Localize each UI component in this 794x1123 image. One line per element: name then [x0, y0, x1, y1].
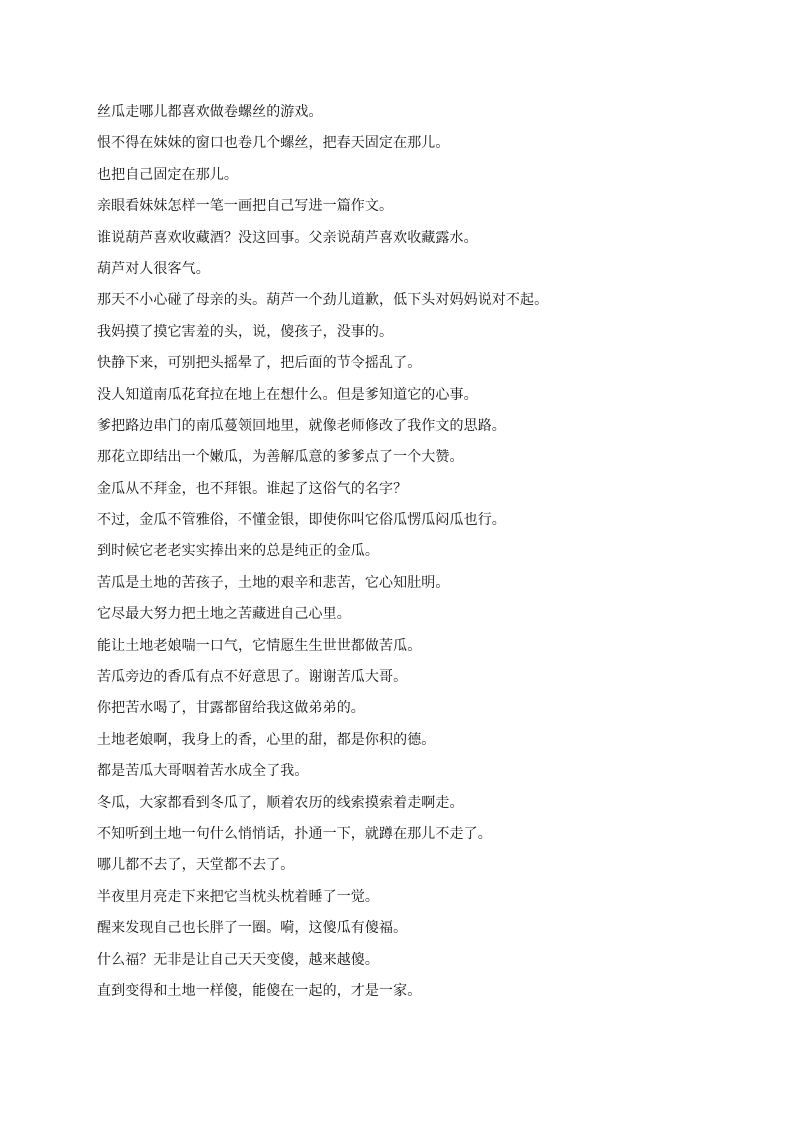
text-line: 那天不小心碰了母亲的头。葫芦一个劲儿道歉，低下头对妈妈说对不起。: [97, 292, 549, 309]
text-line: 葫芦对人很客气。: [97, 260, 210, 277]
text-line: 土地老娘啊，我身上的香，心里的甜，都是你积的德。: [97, 731, 436, 748]
text-line: 苦瓜是土地的苦孩子，土地的艰辛和悲苦，它心知肚明。: [97, 574, 450, 591]
text-line: 醒来发现自己也长胖了一圈。嗬，这傻瓜有傻福。: [97, 920, 408, 937]
text-line: 那花立即结出一个嫩瓜，为善解瓜意的爹爹点了一个大赞。: [97, 449, 464, 466]
text-line: 冬瓜，大家都看到冬瓜了，顺着农历的线索摸索着走啊走。: [97, 794, 464, 811]
text-line: 谁说葫芦喜欢收藏酒？没这回事。父亲说葫芦喜欢收藏露水。: [97, 229, 478, 246]
text-line: 不知听到土地一句什么悄悄话，扑通一下，就蹲在那儿不走了。: [97, 825, 492, 842]
text-line: 亲眼看妹妹怎样一笔一画把自己写进一篇作文。: [97, 198, 394, 215]
text-line: 到时候它老老实实捧出来的总是纯正的金瓜。: [97, 543, 379, 560]
text-line: 快静下来，可别把头摇晕了，把后面的节令摇乱了。: [97, 355, 422, 372]
text-line: 半夜里月亮走下来把它当枕头枕着睡了一觉。: [97, 888, 379, 905]
text-line: 我妈摸了摸它害羞的头，说，傻孩子，没事的。: [97, 323, 394, 340]
text-line: 它尽最大努力把土地之苦藏进自己心里。: [97, 606, 351, 623]
text-line: 也把自己固定在那儿。: [97, 166, 238, 183]
text-line: 不过，金瓜不管雅俗，不懂金银，即使你叫它俗瓜愣瓜闷瓜也行。: [97, 512, 506, 529]
text-line: 金瓜从不拜金，也不拜银。谁起了这俗气的名字？: [97, 480, 408, 497]
text-line: 哪儿都不去了，天堂都不去了。: [97, 857, 295, 874]
text-line: 你把苦水喝了，甘露都留给我这做弟弟的。: [97, 700, 365, 717]
text-line: 能让土地老娘喘一口气，它情愿生生世世都做苦瓜。: [97, 637, 422, 654]
text-line: 丝瓜走哪儿都喜欢做卷螺丝的游戏。: [97, 104, 323, 120]
text-line: 爹把路边串门的南瓜蔓领回地里，就像老师修改了我作文的思路。: [97, 417, 506, 434]
text-line: 恨不得在妹妹的窗口也卷几个螺丝，把春天固定在那儿。: [97, 135, 450, 152]
text-line: 都是苦瓜大哥咽着苦水成全了我。: [97, 763, 309, 780]
text-line: 没人知道南瓜花耷拉在地上在想什么。但是爹知道它的心事。: [97, 386, 478, 403]
text-line: 直到变得和土地一样傻，能傻在一起的，才是一家。: [97, 982, 422, 999]
text-line: 苦瓜旁边的香瓜有点不好意思了。谢谢苦瓜大哥。: [97, 669, 408, 686]
text-line: 什么福？无非是让自己天天变傻，越来越傻。: [97, 951, 379, 968]
poem-lines: [97, 102, 737, 1012]
